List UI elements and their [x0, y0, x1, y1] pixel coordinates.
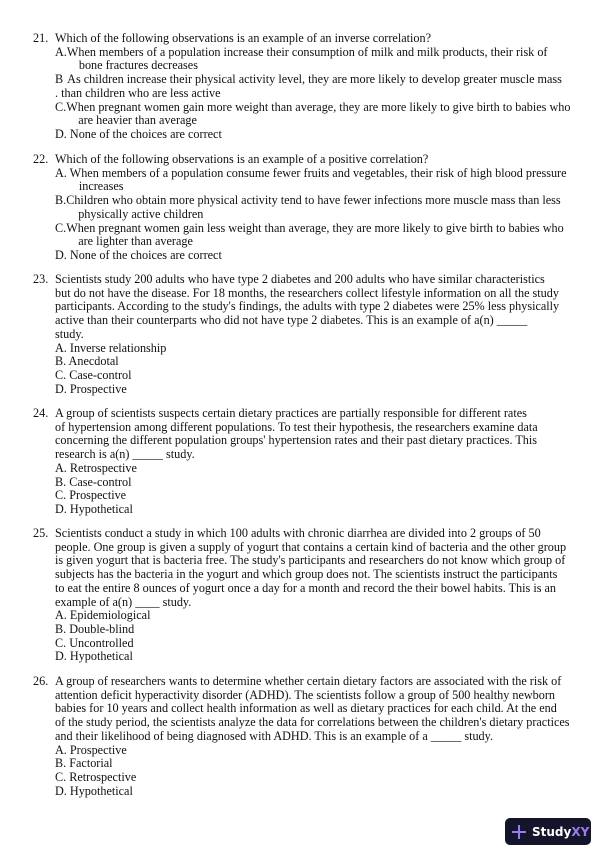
question-text: Which of the following observations is an example of a positive correlation? — [55, 152, 429, 166]
option-c[interactable]: C. Case-control — [55, 367, 132, 382]
option-a[interactable]: A. When members of a population increase their consumption of milk and milk products, their risk of bone fractures decreases — [55, 44, 548, 73]
option-d[interactable]: D. None of the choices are correct — [55, 247, 222, 262]
option-b[interactable]: B. Case-control — [55, 474, 132, 489]
option-d[interactable]: D. None of the choices are correct — [55, 126, 222, 141]
question-26 — [33, 675, 588, 798]
option-c[interactable]: C. Prospective — [55, 488, 127, 503]
question-21 — [33, 32, 588, 142]
options-list: A. When members of a population increase their consumption of milk and milk products, their risk of bone fractures decreases B As children increase their physical activity level, they are more likely to develop greater muscle mass . than children who are less active C. When pregnant women gain more weight than average, they are more likely to give birth to babies who are heavier than average D. None of the choices are correct — [55, 46, 588, 142]
option-c[interactable]: C. When pregnant women gain more weight than average, they are more likely to give birth to babies who are heavier than average — [55, 99, 571, 128]
option-b[interactable]: B. Double-blind — [55, 621, 135, 636]
options-list — [55, 342, 588, 397]
brand-name: Study — [532, 824, 572, 839]
question-24 — [33, 407, 588, 517]
option-a[interactable]: A. Epidemiological — [55, 608, 151, 623]
question-number: 23. — [33, 272, 49, 286]
option-b[interactable]: B. Children who obtain more physical activity tend to have fewer infections more muscle mass than less physically active children — [55, 193, 561, 221]
question-text: A group of scientists suspects certain dietary practices are partially responsible for different rates of hypertension among different populations. To test their hypothesis, the researchers examine data concerning the different population groups' hypertension rates and their past dietary practices. This research is a(n) _____ study. — [55, 406, 538, 462]
question-23 — [33, 273, 588, 396]
option-c[interactable]: C. Uncontrolled — [55, 635, 134, 650]
option-a[interactable]: A. When members of a population consume fewer fruits and vegetables, their risk of high blood pressure increases — [55, 165, 567, 194]
studyxy-logo-badge[interactable] — [505, 818, 591, 845]
option-b[interactable]: B. Anecdotal — [55, 354, 119, 369]
question-number: 25. — [33, 526, 49, 540]
question-number: 26. — [33, 674, 49, 688]
options-list — [55, 167, 588, 263]
question-number: 22. — [33, 152, 49, 166]
plus-icon — [512, 825, 526, 839]
options-list — [55, 462, 588, 517]
question-25 — [33, 527, 588, 664]
question-22 — [33, 153, 588, 263]
option-a[interactable]: A. Prospective — [55, 742, 127, 757]
options-list — [55, 744, 588, 799]
option-d[interactable]: D. Hypothetical — [55, 649, 133, 664]
brand-accent: XY — [571, 824, 590, 839]
option-d[interactable]: D. Prospective — [55, 381, 127, 396]
question-text: Which of the following observations is an example of an inverse correlation? — [55, 31, 431, 45]
question-text: Scientists conduct a study in which 100 adults with chronic diarrhea are divided into 2 groups of 50 people. One group is given a supply of yogurt that contains a certain kind of bacteria and the other group is given yogurt that is bacteria free. The study's participants and researchers do not know which group of subjects has the bacteria in the yogurt and which group does not. The scientists instruct the participants to eat the entire 8 ounces of yogurt once a day for a month and record the their bowel habits. This is an example of a(n) ____ study. — [55, 526, 567, 609]
options-list — [55, 609, 588, 664]
option-b[interactable]: B As children increase their physical activity level, they are more likely to develop greater muscle mass — [55, 72, 562, 87]
question-number: 21. — [33, 31, 49, 45]
option-c[interactable]: C. Retrospective — [55, 769, 137, 784]
option-c[interactable]: C. When pregnant women gain less weight than average, they are more likely to give birth to babies who are lighter than average — [55, 220, 564, 249]
option-a[interactable]: A. Retrospective — [55, 460, 137, 475]
option-d[interactable]: D. Hypothetical — [55, 783, 133, 798]
question-text: A group of researchers wants to determine whether certain dietary factors are associated with the risk of attention deficit hyperactivity disorder (ADHD). The scientists follow a group of 500 healthy newborn babies for 10 years and collect health information as well as dietary practices for each child. At the end of the study period, the scientists analyze the data for correlations between the children's dietary practices and their likelihood of being diagnosed with ADHD. This is an example of a _____ study. — [55, 674, 570, 743]
question-number: 24. — [33, 406, 49, 420]
option-a[interactable]: A. Inverse relationship — [55, 340, 167, 355]
question-text: Scientists study 200 adults who have type 2 diabetes and 200 adults who have similar characteristics but do not have the disease. For 18 months, the researchers collect lifestyle information on all the study participants. According to the study's findings, the adults with type 2 diabetes were 25% less physically active than their counterparts who did not have type 2 diabetes. This is an example of a(n) _____ study. — [55, 272, 560, 341]
option-d[interactable]: D. Hypothetical — [55, 501, 133, 516]
option-b[interactable]: B. Factorial — [55, 756, 113, 771]
